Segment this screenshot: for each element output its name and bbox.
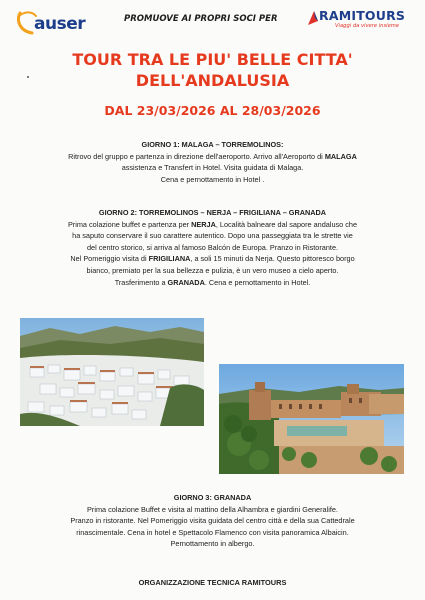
day2-heading: GIORNO 2: TORREMOLINOS – NERJA – FRIGILIANA – GRANADA bbox=[98, 208, 327, 217]
auser-logo bbox=[14, 7, 94, 39]
ramitours-tagline: Viaggi da vivere insieme bbox=[335, 23, 400, 29]
day2-city: FRIGILIANA bbox=[148, 254, 191, 264]
ramitours-logo bbox=[305, 7, 413, 33]
margin-dot bbox=[27, 76, 29, 78]
day2-line-2: ha saputo conservare il suo carattere autentico. Dopo una passeggiata tra le strette vie bbox=[72, 231, 353, 241]
day2-section bbox=[12, 207, 413, 288]
day2-line-3: del centro storico, si arriva al famoso Balcón de Europa. Pranzo in Ristorante. bbox=[86, 242, 339, 252]
day3-line-1: Prima colazione Buffet e visita al mattino della Alhambra e giardini Generalife. bbox=[87, 504, 338, 514]
day1-section bbox=[12, 139, 413, 185]
day2-text: , Località balneare dal sapore andaluso che bbox=[215, 219, 358, 229]
day1-city: MALAGA bbox=[324, 151, 357, 161]
day3-line-3: rinascimentale. Cena in hotel e Spettacolo Flamenco con visita panoramica Albaicin. bbox=[76, 527, 349, 537]
title-line-2: DELL'ANDALUSIA bbox=[135, 71, 290, 90]
day1-line-2: assistenza e Transfert in Hotel. Visita guidata di Malaga. bbox=[121, 163, 304, 173]
organizer-footer: ORGANIZZAZIONE TECNICA RAMITOURS bbox=[138, 578, 287, 587]
day3-line-2: Pranzo in ristorante. Nel Pomeriggio visita guidata del centro città e della sua Cattedrale bbox=[70, 516, 355, 526]
day2-line-1 bbox=[12, 219, 413, 231]
day3-section bbox=[12, 492, 413, 550]
tour-dates: DAL 23/03/2026 AL 28/03/2026 bbox=[104, 103, 321, 118]
day1-line-1 bbox=[12, 151, 413, 163]
day1-line-3: Cena e pernottamento in Hotel . bbox=[160, 174, 265, 184]
frigiliana-photo bbox=[20, 318, 204, 426]
day2-text: . Cena e pernottamento in Hotel. bbox=[204, 277, 311, 287]
day2-line-6 bbox=[12, 277, 413, 289]
day2-city: GRANADA bbox=[167, 277, 205, 287]
day2-text: Nel Pomeriggio visita di bbox=[70, 254, 149, 264]
day2-text: Prima colazione buffet e partenza per bbox=[67, 219, 192, 229]
day1-heading: GIORNO 1: MALAGA – TORREMOLINOS: bbox=[141, 140, 284, 149]
day3-heading: GIORNO 3: GRANADA bbox=[173, 493, 252, 502]
day1-text: Ritrovo del gruppo e partenza in direzione dell'aeroporto. Arrivo all'Aeroporto di bbox=[68, 151, 325, 161]
promo-text: PROMUOVE AI PROPRI SOCI PER bbox=[124, 14, 278, 24]
ramitours-logo-text: RAMITOURS bbox=[319, 8, 406, 23]
day2-line-5: bianco, premiato per la sua bellezza e pulizia, è un vero museo a cielo aperto. bbox=[86, 265, 339, 275]
alhambra-photo bbox=[219, 364, 404, 474]
title-line-1: TOUR TRA LE PIU' BELLE CITTA' bbox=[72, 50, 353, 69]
day2-text: Trasferimento a bbox=[114, 277, 168, 287]
day2-text: , a soli 15 minuti da Nerja. Questo pittoresco borgo bbox=[190, 254, 355, 264]
day3-line-4: Pernottamento in albergo. bbox=[170, 539, 255, 549]
day2-line-4 bbox=[12, 253, 413, 265]
day2-city: NERJA bbox=[191, 219, 216, 229]
auser-logo-text: auser bbox=[34, 14, 86, 34]
